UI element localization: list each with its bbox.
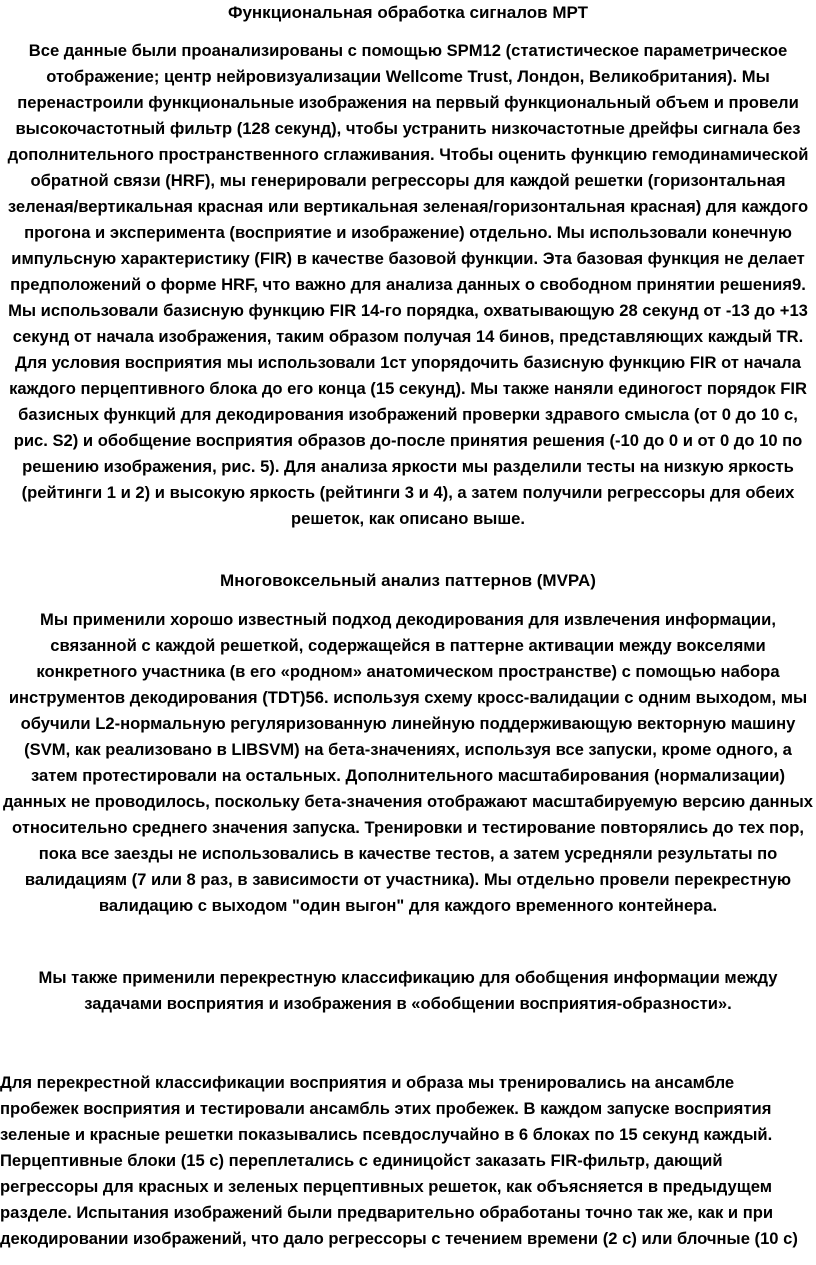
paragraph-cross-classification-details: Для перекрестной классификации восприятия и образа мы тренировались на ансамбле пробежек восприятия и тестировали ансамбль этих пробежек. В каждом запуске восприятия зеленые и красные решетки показывались псевдослучайно в 6 блоках по 15 секунд каждый. Перцептивные блоки (15 с) переплетались с единицойст заказать FIR-фильтр, дающий регрессоры для красных и зеленых перцептивных решеток, как объясняется в предыдущем разделе. Испытания изображений были предварительно обработаны точно так же, как и при декодировании изображений, что дало регрессоры с течением времени (2 с) или блочные (10 с) — [0, 1073, 798, 1248]
paragraph-mvpa: Мы применили хорошо известный подход декодирования для извлечения информации, связанной с каждой решеткой, содержащейся в паттерне активации между вокселями конкретного участника (в его «родном» анатомическом пространстве) с помощью набора инструментов декодирования (TDT)56. используя схему кросс-валидации с одним выходом, мы обучили L2-нормальную регуляризованную линейную поддерживающую векторную машину (SVM, как реализовано в LIBSVM) на бета-значениях, используя все запуски, кроме одного, а затем протестировали на остальных. Дополнительного масштабирования (нормализации) данных не проводилось, поскольку бета-значения отображают масштабируемую версию данных относительно среднего значения запуска. Тренировки и тестирование повторялись до тех пор, пока все заезды не использовались в качестве тестов, а затем усредняли результаты по валидациям (7 или 8 раз, в зависимости от участника). Мы отдельно провели перекрестную валидацию с выходом "один выгон" для каждого временного контейнера. — [3, 610, 813, 915]
paragraph-cross-classification-intro: Мы также применили перекрестную классификацию для обобщения информации между задачами восприятия и изображения в «обобщении восприятия-образности». — [38, 968, 778, 1013]
section-heading-fmri-processing: Функциональная обработка сигналов МРТ — [227, 3, 589, 22]
section-heading-mvpa: Многовоксельный анализ паттернов (MVPA) — [220, 571, 596, 590]
paragraph-fmri-processing: Все данные были проанализированы с помощью SPM12 (статистическое параметрическое отображение; центр нейровизуализации Wellcome Trust, Лондон, Великобритания). Мы перенастроили функциональные изображения на первый функциональный объем и провели высокочастотный фильтр (128 секунд), чтобы устранить низкочастотные дрейфы сигнала без дополнительного пространственного сглаживания. Чтобы оценить функцию гемодинамической обратной связи (HRF), мы генерировали регрессоры для каждой решетки (горизонтальная зеленая/вертикальная красная или вертикальная зеленая/горизонтальная красная) для каждого прогона и эксперимента (восприятие и изображение) отдельно. Мы использовали конечную импульсную характеристику (FIR) в качестве базовой функции. Эта базовая функция не делает предположений о форме HRF, что важно для анализа данных о свободном принятии решения9. Мы использовали базисную функцию FIR 14-го порядка, охватывающую 28 секунд от -13 до +13 секунд от начала изображения, таким образом получая 14 бинов, представляющих каждый TR. Для условия восприятия мы использовали 1ст упорядочить базисную функцию FIR от начала каждого перцептивного блока до его конца (15 секунд). Мы также наняли единогост порядок FIR базисных функций для декодирования изображений проверки здравого смысла (от 0 до 10 с, рис. S2) и обобщение восприятия образов до-после принятия решения (-10 до 0 и от 0 до 10 по решению изображения, рис. 5). Для анализа яркости мы разделили тесты на низкую яркость (рейтинги 1 и 2) и высокую яркость (рейтинги 3 и 4), а затем получили регрессоры для обеих решеток, как описано выше. — [7, 41, 809, 528]
